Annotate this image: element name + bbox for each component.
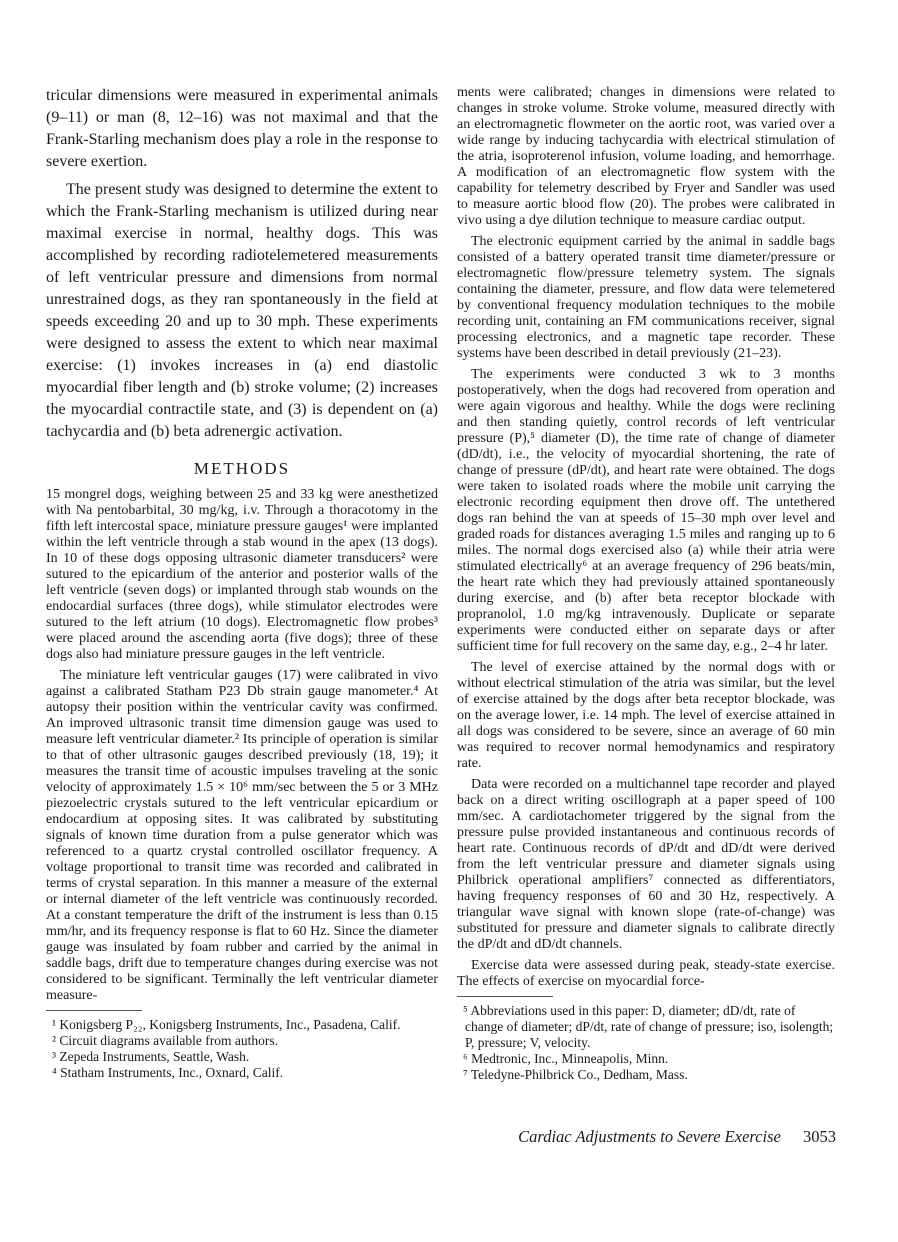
page-footer: [518, 1127, 836, 1147]
footnote-3: ³ Zepeda Instruments, Seattle, Wash.: [52, 1049, 250, 1064]
intro-paragraph: The present study was designed to determine the extent to which the Frank-Starling mechanism is utilized during near maximal exercise in normal, healthy dogs. This was accomplished by recording radiotelemetered measurements of left ventricular pressure and dimensions from normal unrestrained dogs, as they ran spontaneously in the field at speeds exceeding 20 and up to 30 mph. These experiments were designed to assess the extent to which near maximal exercise: (1) invokes increases in (a) end diastolic myocardial fiber length and (b) stroke volume; (2) increases the myocardial contractile state, and (3) is dependent on (a) tachycardia and (b) beta adrenergic activation.: [46, 181, 438, 440]
right-paragraph-2: The electronic equipment carried by the animal in saddle bags consisted of a battery operated transit time diameter/pressure or electromagnetic flow/pressure telemetry system. The signals containing the diameter, pressure, and flow data were telemetered by conventional frequency modulation techniques to the mobile recording unit, containing an FM communications receiver, signal processing electronics, and a magnetic tape recorder. These systems have been described in detail previously (21–23).: [457, 234, 835, 361]
footnote-4: ⁴ Statham Instruments, Inc., Oxnard, Calif.: [52, 1065, 284, 1080]
footnote-7: ⁷ Teledyne-Philbrick Co., Dedham, Mass.: [463, 1067, 688, 1082]
footnote-5: ⁵ Abbreviations used in this paper: D, diameter; dD/dt, rate of change of diameter; dP/dt, rate of change of pressure; iso, isolength; P, pressure; V, velocity.: [463, 1003, 834, 1050]
methods-paragraph-2: The miniature left ventricular gauges (17) were calibrated in vivo against a calibrated Statham P23 Db strain gauge manometer.⁴ At autopsy their position within the ventricular cavity was confirmed. An improved ultrasonic transit time dimension gauge was used to measure left ventricular diameter.² Its principle of operation is similar to that of other ultrasonic gauges described previously (18, 19); it measures the transit time of acoustic impulses traveling at the sonic velocity of approximately 1.5 × 10⁶ mm/sec between the 5 or 3 MHz piezoelectric crystals sutured to the left ventricular epicardium or endocardium at opposing sites. It was calibrated by substituting signals of known time duration from a pulse generator which was referenced to a quartz crystal controlled oscillator frequency. A voltage proportional to transit time was recorded and calibrated in terms of crystal separation. In this manner a measure of the external or internal diameter of the left ventricle was continuously recorded. At a constant temperature the drift of the instrument is less than 0.15 mm/hr, and its frequency response is flat to 60 Hz. Since the diameter gauge was insulated by foam rubber and carried by the animal in saddle bags, drift due to temperature changes during exercise was not considered to be significant. Terminally the left ventricular diameter measure-: [46, 668, 438, 1003]
methods-heading: METHODS: [193, 459, 291, 478]
footnote-6: ⁶ Medtronic, Inc., Minneapolis, Minn.: [463, 1051, 669, 1066]
right-paragraph-5: Data were recorded on a multichannel tape recorder and played back on a direct writing oscillograph at a paper speed of 100 mm/sec. A cardiotachometer triggered by the signal from the pressure pulse provided instantaneous and continuous records of heart rate. Continuous records of dP/dt and dD/dt were derived from the left ventricular pressure and diameter signals using Philbrick operational amplifiers⁷ connected as differentiators, having frequency responses of 60 and 30 Hz, respectively. A triangular wave signal with known slope (rate-of-change) was substituted for pressure and diameter signals to calibrate directly the dP/dt and dD/dt channels.: [457, 777, 835, 952]
right-paragraph-3: The experiments were conducted 3 wk to 3 months postoperatively, when the dogs had recovered from operation and were again vigorous and healthy. While the dogs were reclining and then standing quietly, control records of left ventricular pressure (P),⁵ diameter (D), the time rate of change of diameter (dD/dt), i.e., the velocity of myocardial shortening, the rate of change of pressure (dP/dt), and heart rate were obtained. The dogs were taken to isolated roads where the mobile unit carrying the electronic recording equipment then drove off. The untethered dogs ran behind the van at speeds of 15–30 mph over level and graded roads for distances averaging 1.5 miles and ranging up to 6 miles. The normal dogs exercised also (a) while their atria were stimulated electrically⁶ at an average frequency of 296 beats/min, the heart rate which they had previously attained spontaneously during exercise, and (b) after beta receptor blockade with propranolol, 1.0 mg/kg intravenously. Duplicate or separate experiments were conducted either on separate days or after sufficient time for full recovery on the same day, e.g., 2–4 hr later.: [457, 367, 835, 654]
methods-paragraph-1: 15 mongrel dogs, weighing between 25 and 33 kg were anesthetized with Na pentobarbital, 30 mg/kg, i.v. Through a thoracotomy in the fifth left intercostal space, miniature pressure gauges¹ were implanted within the left ventricle through a stab wound in the apex (13 dogs). In 10 of these dogs opposing ultrasonic diameter transducers² were sutured to the epicardium of the anterior and posterior walls of the left ventricle (seven dogs) or implanted through stab wounds on the endocardial surfaces (three dogs), while stimulator electrodes were sutured to the left atrium (10 dogs). Electromagnetic flow probes³ were placed around the ascending aorta (five dogs); three of these dogs also had miniature pressure gauges in the left ventricle.: [46, 487, 438, 662]
footnote-2: ² Circuit diagrams available from authors.: [52, 1033, 278, 1048]
intro-continuation: tricular dimensions were measured in experimental animals (9–11) or man (8, 12–16) was not maximal and that the Frank-Starling mechanism does play a role in the response to severe exertion.: [46, 87, 438, 170]
right-paragraph-4: The level of exercise attained by the normal dogs with or without electrical stimulation of the atria was similar, but the level of exercise attained by the dogs after beta receptor blockade, was on the average lower, i.e. 14 mph. The level of exercise attained in all dogs was considered to be severe, since an average of 60 min was required to recover normal hemodynamics and respiratory rate.: [457, 660, 835, 771]
right-column: [457, 85, 835, 1083]
right-paragraph-6: Exercise data were assessed during peak, steady-state exercise. The effects of exercise on myocardial force-: [457, 958, 835, 989]
footnote-divider: [46, 1010, 142, 1011]
right-paragraph-1: ments were calibrated; changes in dimensions were related to changes in stroke volume. Stroke volume, measured directly with an electromagnetic flowmeter on the aortic root, was varied over a wide range by inducing tachycardia with electrical stimulation of the atria, isoproterenol infusion, volume loading, and hemorrhage. A modification of an electromagnetic flow system with the capability for telemetry described by Fryer and Sandler was used to measure aortic blood flow (20). The probes were calibrated in vivo using a dye dilution technique to measure cardiac output.: [457, 85, 835, 228]
page-number: 3053: [803, 1127, 836, 1146]
left-column: [46, 85, 438, 1081]
footnote-divider: [457, 996, 553, 997]
footnote-1: ¹ Konigsberg P₂₂, Konigsberg Instruments, Inc., Pasadena, Calif.: [52, 1017, 401, 1032]
running-title: Cardiac Adjustments to Severe Exercise: [518, 1127, 781, 1146]
